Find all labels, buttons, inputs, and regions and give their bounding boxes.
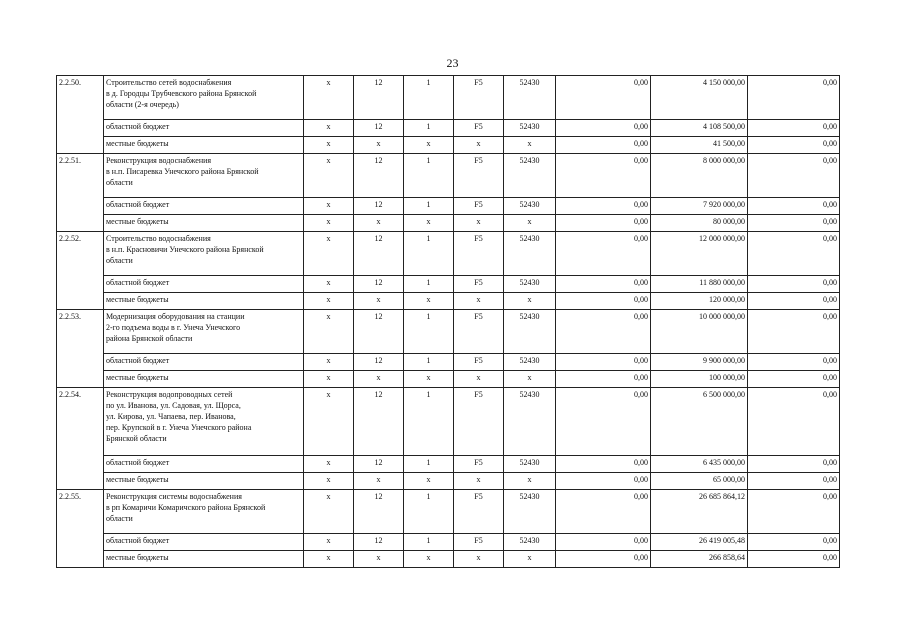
- budget-source-row: [57, 215, 840, 232]
- amount-cell: 0,00: [748, 120, 840, 137]
- amount-cell: 7 920 000,00: [651, 198, 748, 215]
- amount-cell: 0,00: [556, 76, 651, 120]
- code-cell: х: [304, 310, 354, 354]
- budget-source-row: [57, 198, 840, 215]
- amount-cell: 0,00: [556, 232, 651, 276]
- code-cell: х: [504, 137, 556, 154]
- budget-source-name: местные бюджеты: [104, 473, 304, 490]
- code-cell: 52430: [504, 154, 556, 198]
- code-cell: 52430: [504, 310, 556, 354]
- code-cell: х: [404, 293, 454, 310]
- code-cell: 1: [404, 310, 454, 354]
- amount-cell: 266 858,64: [651, 551, 748, 568]
- section-name-line: ул. Кирова, ул. Чапаева, пер. Иванова,: [106, 412, 236, 421]
- code-cell: 12: [354, 456, 404, 473]
- code-cell: х: [354, 137, 404, 154]
- amount-cell: 0,00: [748, 198, 840, 215]
- amount-cell: 0,00: [748, 456, 840, 473]
- code-cell: х: [404, 371, 454, 388]
- budget-source-name: областной бюджет: [104, 120, 304, 137]
- code-cell: 52430: [504, 534, 556, 551]
- section-row: [57, 154, 840, 198]
- code-cell: х: [504, 293, 556, 310]
- budget-source-name: областной бюджет: [104, 198, 304, 215]
- code-cell: х: [304, 76, 354, 120]
- section-name-line: в н.п. Красновичи Унечского района Брянской: [106, 245, 264, 254]
- amount-cell: 0,00: [556, 276, 651, 293]
- code-cell: 12: [354, 490, 404, 534]
- code-cell: 1: [404, 534, 454, 551]
- amount-cell: 0,00: [556, 534, 651, 551]
- code-cell: х: [454, 215, 504, 232]
- code-cell: 52430: [504, 388, 556, 456]
- code-cell: х: [454, 473, 504, 490]
- code-cell: 52430: [504, 232, 556, 276]
- code-cell: х: [354, 473, 404, 490]
- code-cell: х: [304, 215, 354, 232]
- amount-cell: 0,00: [748, 354, 840, 371]
- budget-source-row: [57, 534, 840, 551]
- code-cell: х: [454, 293, 504, 310]
- section-name: [104, 388, 304, 456]
- amount-cell: 6 435 000,00: [651, 456, 748, 473]
- amount-cell: 26 685 864,12: [651, 490, 748, 534]
- amount-cell: 0,00: [556, 154, 651, 198]
- code-cell: F5: [454, 490, 504, 534]
- code-cell: х: [304, 388, 354, 456]
- amount-cell: 10 000 000,00: [651, 310, 748, 354]
- code-cell: 52430: [504, 198, 556, 215]
- amount-cell: 0,00: [556, 293, 651, 310]
- amount-cell: 0,00: [556, 120, 651, 137]
- code-cell: х: [354, 371, 404, 388]
- section-name: [104, 76, 304, 120]
- code-cell: х: [404, 137, 454, 154]
- code-cell: х: [504, 473, 556, 490]
- budget-source-name: местные бюджеты: [104, 215, 304, 232]
- code-cell: х: [304, 120, 354, 137]
- code-cell: 1: [404, 388, 454, 456]
- budget-source-row: [57, 456, 840, 473]
- amount-cell: 0,00: [748, 534, 840, 551]
- section-name: [104, 490, 304, 534]
- code-cell: 1: [404, 120, 454, 137]
- amount-cell: 80 000,00: [651, 215, 748, 232]
- section-name-line: в д. Городцы Трубчевского района Брянской: [106, 89, 257, 98]
- code-cell: х: [304, 137, 354, 154]
- amount-cell: 0,00: [556, 456, 651, 473]
- code-cell: х: [304, 198, 354, 215]
- amount-cell: 0,00: [748, 76, 840, 120]
- code-cell: 52430: [504, 120, 556, 137]
- amount-cell: 0,00: [748, 232, 840, 276]
- amount-cell: 0,00: [556, 310, 651, 354]
- code-cell: х: [454, 371, 504, 388]
- amount-cell: 0,00: [556, 137, 651, 154]
- amount-cell: 0,00: [556, 490, 651, 534]
- amount-cell: 0,00: [748, 215, 840, 232]
- code-cell: х: [304, 354, 354, 371]
- amount-cell: 11 880 000,00: [651, 276, 748, 293]
- code-cell: 12: [354, 76, 404, 120]
- budget-source-name: местные бюджеты: [104, 137, 304, 154]
- code-cell: 52430: [504, 490, 556, 534]
- budget-source-name: местные бюджеты: [104, 551, 304, 568]
- amount-cell: 65 000,00: [651, 473, 748, 490]
- code-cell: 12: [354, 232, 404, 276]
- section-name-line: по ул. Иванова, ул. Садовая, ул. Щорса,: [106, 401, 241, 410]
- budget-source-row: [57, 551, 840, 568]
- amount-cell: 100 000,00: [651, 371, 748, 388]
- code-cell: х: [404, 473, 454, 490]
- code-cell: х: [504, 371, 556, 388]
- budget-table: [56, 75, 840, 568]
- code-cell: 12: [354, 310, 404, 354]
- amount-cell: 4 108 500,00: [651, 120, 748, 137]
- section-row: [57, 232, 840, 276]
- budget-source-name: местные бюджеты: [104, 293, 304, 310]
- code-cell: х: [504, 215, 556, 232]
- amount-cell: 8 000 000,00: [651, 154, 748, 198]
- amount-cell: 4 150 000,00: [651, 76, 748, 120]
- code-cell: х: [354, 551, 404, 568]
- section-name-line: Реконструкция системы водоснабжения: [106, 492, 242, 501]
- code-cell: х: [354, 293, 404, 310]
- section-name-line: области: [106, 178, 133, 187]
- code-cell: 12: [354, 198, 404, 215]
- code-cell: 52430: [504, 354, 556, 371]
- code-cell: 12: [354, 354, 404, 371]
- section-name: [104, 154, 304, 198]
- amount-cell: 9 900 000,00: [651, 354, 748, 371]
- section-name-line: пер. Крупской в г. Унеча Унечского района: [106, 423, 252, 432]
- amount-cell: 0,00: [556, 198, 651, 215]
- code-cell: 12: [354, 534, 404, 551]
- amount-cell: 0,00: [556, 388, 651, 456]
- budget-source-row: [57, 137, 840, 154]
- section-name-line: района Брянской области: [106, 334, 193, 343]
- section-row: [57, 76, 840, 120]
- section-name-line: области (2-я очередь): [106, 100, 179, 109]
- code-cell: F5: [454, 232, 504, 276]
- code-cell: 52430: [504, 276, 556, 293]
- code-cell: х: [304, 232, 354, 276]
- section-number: 2.2.52.: [57, 232, 104, 310]
- code-cell: 1: [404, 76, 454, 120]
- code-cell: 12: [354, 276, 404, 293]
- code-cell: 1: [404, 354, 454, 371]
- budget-source-row: [57, 354, 840, 371]
- code-cell: х: [304, 551, 354, 568]
- section-number: 2.2.51.: [57, 154, 104, 232]
- section-name: [104, 310, 304, 354]
- amount-cell: 41 500,00: [651, 137, 748, 154]
- amount-cell: 0,00: [556, 354, 651, 371]
- budget-source-name: областной бюджет: [104, 276, 304, 293]
- amount-cell: 0,00: [748, 276, 840, 293]
- amount-cell: 120 000,00: [651, 293, 748, 310]
- code-cell: 12: [354, 154, 404, 198]
- code-cell: 1: [404, 490, 454, 534]
- section-number: 2.2.53.: [57, 310, 104, 388]
- section-name-line: Реконструкция водоснабжения: [106, 156, 212, 165]
- amount-cell: 26 419 005,48: [651, 534, 748, 551]
- section-name-line: Реконструкция водопроводных сетей: [106, 390, 233, 399]
- code-cell: F5: [454, 534, 504, 551]
- section-name-line: Строительство сетей водоснабжения: [106, 78, 232, 87]
- code-cell: 52430: [504, 76, 556, 120]
- code-cell: F5: [454, 120, 504, 137]
- section-name: [104, 232, 304, 276]
- section-name-line: Модернизация оборудования на станции: [106, 312, 245, 321]
- amount-cell: 0,00: [748, 293, 840, 310]
- amount-cell: 12 000 000,00: [651, 232, 748, 276]
- section-name-line: 2-го подъема воды в г. Унеча Унечского: [106, 323, 241, 332]
- amount-cell: 0,00: [556, 215, 651, 232]
- section-row: [57, 490, 840, 534]
- code-cell: 12: [354, 388, 404, 456]
- amount-cell: 6 500 000,00: [651, 388, 748, 456]
- budget-source-name: областной бюджет: [104, 534, 304, 551]
- amount-cell: 0,00: [556, 551, 651, 568]
- amount-cell: 0,00: [748, 490, 840, 534]
- code-cell: х: [454, 137, 504, 154]
- code-cell: F5: [454, 198, 504, 215]
- code-cell: х: [404, 215, 454, 232]
- amount-cell: 0,00: [748, 371, 840, 388]
- code-cell: х: [304, 490, 354, 534]
- budget-source-row: [57, 276, 840, 293]
- section-number: 2.2.50.: [57, 76, 104, 154]
- code-cell: х: [304, 473, 354, 490]
- section-name-line: области: [106, 256, 133, 265]
- budget-source-row: [57, 120, 840, 137]
- section-number: 2.2.55.: [57, 490, 104, 568]
- section-row: [57, 310, 840, 354]
- section-name-line: в рп Комаричи Комаричского района Брянской: [106, 503, 266, 512]
- section-number: 2.2.54.: [57, 388, 104, 490]
- section-name-line: Брянской области: [106, 434, 167, 443]
- code-cell: 1: [404, 154, 454, 198]
- section-name-line: в н.п. Писаревка Унечского района Брянской: [106, 167, 259, 176]
- amount-cell: 0,00: [556, 473, 651, 490]
- section-name-line: области: [106, 514, 133, 523]
- budget-source-row: [57, 473, 840, 490]
- budget-source-row: [57, 293, 840, 310]
- section-name-line: Строительство водоснабжения: [106, 234, 211, 243]
- code-cell: 1: [404, 456, 454, 473]
- amount-cell: 0,00: [556, 371, 651, 388]
- code-cell: х: [304, 371, 354, 388]
- code-cell: х: [454, 551, 504, 568]
- code-cell: 12: [354, 120, 404, 137]
- code-cell: F5: [454, 76, 504, 120]
- code-cell: F5: [454, 310, 504, 354]
- code-cell: х: [304, 534, 354, 551]
- code-cell: х: [304, 276, 354, 293]
- code-cell: F5: [454, 276, 504, 293]
- budget-source-name: областной бюджет: [104, 456, 304, 473]
- code-cell: F5: [454, 354, 504, 371]
- page-number: 23: [446, 56, 459, 70]
- amount-cell: 0,00: [748, 310, 840, 354]
- code-cell: х: [354, 215, 404, 232]
- code-cell: 1: [404, 276, 454, 293]
- budget-source-name: местные бюджеты: [104, 371, 304, 388]
- code-cell: х: [404, 551, 454, 568]
- code-cell: х: [504, 551, 556, 568]
- amount-cell: 0,00: [748, 551, 840, 568]
- code-cell: F5: [454, 388, 504, 456]
- code-cell: 1: [404, 198, 454, 215]
- section-row: [57, 388, 840, 456]
- amount-cell: 0,00: [748, 137, 840, 154]
- amount-cell: 0,00: [748, 154, 840, 198]
- code-cell: 52430: [504, 456, 556, 473]
- code-cell: 1: [404, 232, 454, 276]
- code-cell: F5: [454, 154, 504, 198]
- budget-source-name: областной бюджет: [104, 354, 304, 371]
- code-cell: F5: [454, 456, 504, 473]
- budget-source-row: [57, 371, 840, 388]
- code-cell: х: [304, 456, 354, 473]
- code-cell: х: [304, 293, 354, 310]
- code-cell: х: [304, 154, 354, 198]
- amount-cell: 0,00: [748, 473, 840, 490]
- amount-cell: 0,00: [748, 388, 840, 456]
